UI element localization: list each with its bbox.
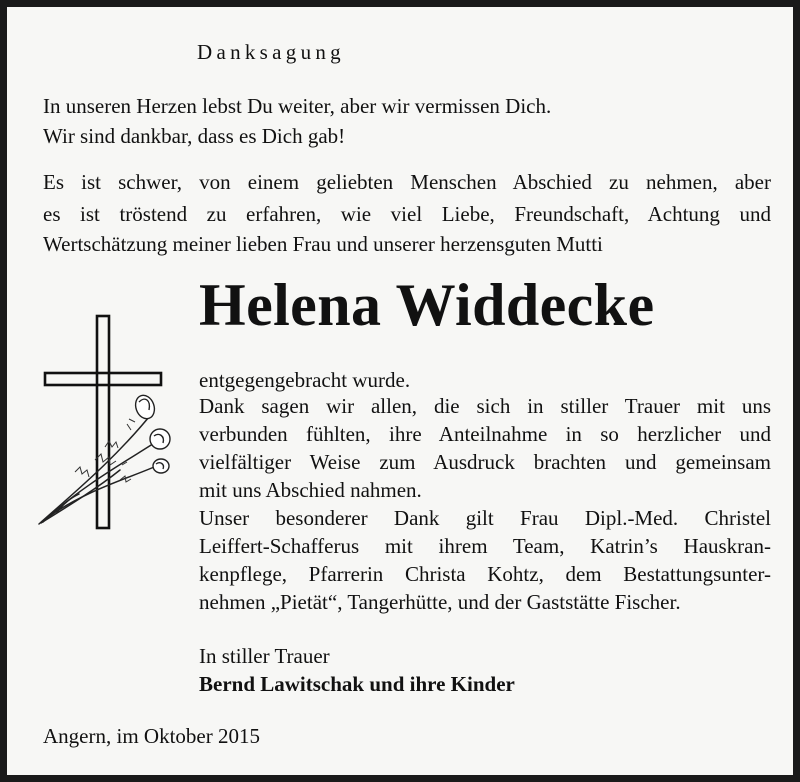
cross-with-roses-icon	[35, 312, 185, 534]
poem-line-2: Wir sind dankbar, dass es Dich gab!	[43, 124, 346, 148]
thanks-line-8: kenpflege, Pfarrerin Christa Kohtz, dem Bestattungsunter-	[199, 562, 771, 586]
intro-line-2: es ist tröstend zu erfahren, wie viel Liebe, Freundschaft, Achtung und	[43, 202, 771, 226]
thanks-line-9: nehmen „Pietät“, Tangerhütte, und der Gaststätte Fischer.	[199, 590, 681, 614]
poem-line-1: In unseren Herzen lebst Du weiter, aber wir vermissen Dich.	[43, 94, 552, 118]
deceased-name: Helena Widdecke	[199, 272, 655, 338]
thanks-line-6: Unser besonderer Dank gilt Frau Dipl.-Med. Christel	[199, 506, 771, 530]
thanks-line-7: Leiffert-Schafferus mit ihrem Team, Katrin’s Hauskran-	[199, 534, 771, 558]
place-date: Angern, im Oktober 2015	[43, 724, 260, 748]
heading: Danksagung	[197, 40, 345, 64]
thanks-line-4: vielfältiger Weise zum Ausdruck brachten und gemeinsam	[199, 450, 771, 474]
thanks-line-1: entgegengebracht wurde.	[199, 368, 411, 392]
closing-signers: Bernd Lawitschak und ihre Kinder	[199, 672, 515, 696]
thanks-line-3: verbunden fühlten, ihre Anteilnahme in so herzlicher und	[199, 422, 771, 446]
thanks-line-5: mit uns Abschied nahmen.	[199, 478, 422, 502]
closing-label: In stiller Trauer	[199, 644, 330, 668]
intro-line-3: Wertschätzung meiner lieben Frau und unserer herzensguten Mutti	[43, 232, 603, 256]
intro-line-1: Es ist schwer, von einem geliebten Menschen Abschied zu nehmen, aber	[43, 170, 771, 194]
thanks-line-2: Dank sagen wir allen, die sich in stiller Trauer mit uns	[199, 394, 771, 418]
